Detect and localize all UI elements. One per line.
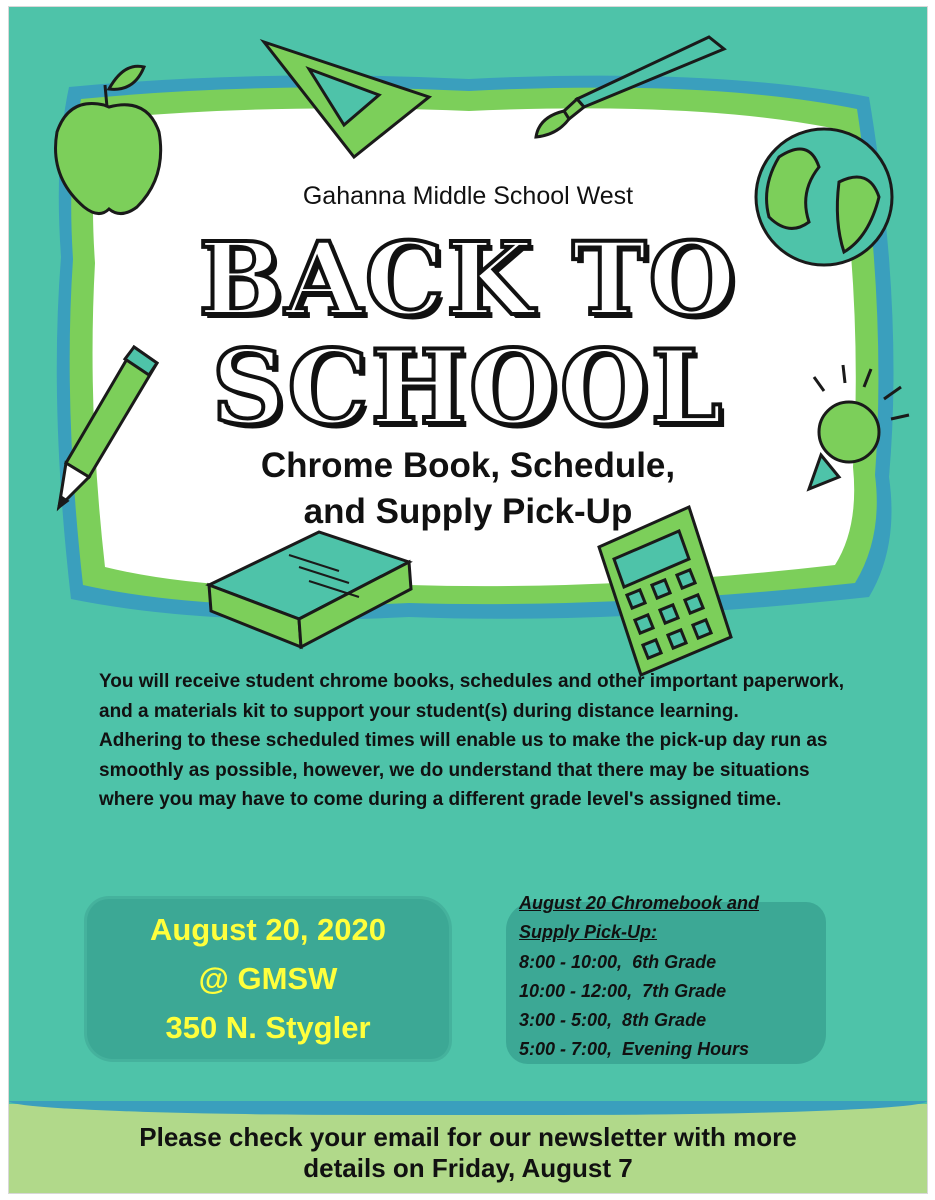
- event-info: [87, 905, 449, 1052]
- footer-line-2: details on Friday, August 7: [303, 1153, 633, 1183]
- event-date: August 20, 2020: [149, 912, 387, 947]
- flyer: [8, 6, 928, 1194]
- subtitle-line-1: Chrome Book, Schedule,: [260, 446, 676, 485]
- schedule-heading: [519, 889, 839, 948]
- intro-paragraph-2: Adhering to these scheduled times will enable us to make the pick-up day run as smoothly as possible, however, we do understand that there may be situations where you may have to come during a different grade level's assigned time.: [99, 730, 828, 810]
- schedule-heading-line-1: August 20 Chromebook and: [519, 893, 760, 913]
- footer-line-1: Please check your email for our newsletter with more: [139, 1122, 797, 1152]
- event-location: @ GMSW: [198, 961, 338, 996]
- subtitle-line-2: and Supply Pick-Up: [303, 492, 633, 531]
- intro-text: [99, 667, 859, 815]
- schedule-slot: 8:00 - 10:00, 6th Grade: [519, 951, 717, 972]
- schedule-slot: 5:00 - 7:00, Evening Hours: [519, 1039, 750, 1060]
- title-school: SCHOOL: [211, 328, 725, 448]
- footer-note: [9, 1122, 927, 1184]
- subtitle: [9, 443, 927, 535]
- schedule-slot: 3:00 - 5:00, 8th Grade: [519, 1010, 707, 1031]
- schedule-slot: 10:00 - 12:00, 7th Grade: [519, 980, 727, 1001]
- intro-paragraph-1: You will receive student chrome books, schedules and other important paperwork, and a materials kit to support your student(s) during distance learning.: [99, 671, 845, 722]
- event-address: 350 N. Stygler: [165, 1010, 371, 1045]
- schedule: [519, 889, 839, 1065]
- school-name: Gahanna Middle School West: [302, 182, 634, 210]
- title-back-to: BACK TO: [198, 220, 738, 338]
- schedule-heading-line-2: Supply Pick-Up:: [519, 922, 658, 943]
